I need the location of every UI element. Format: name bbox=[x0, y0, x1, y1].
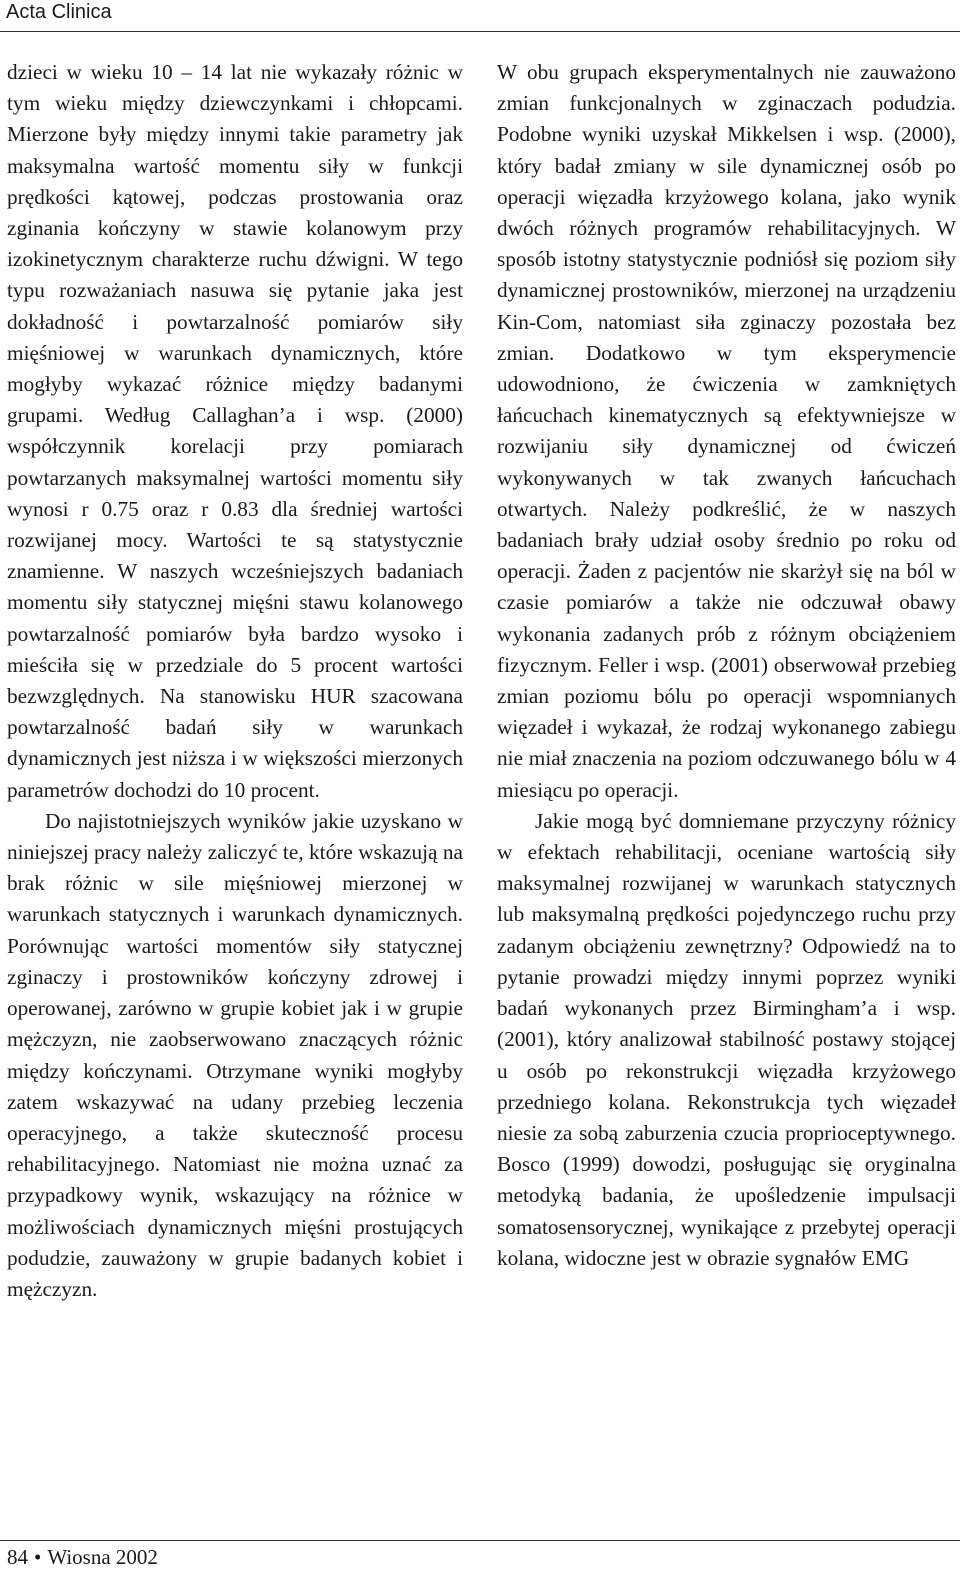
footer-divider bbox=[0, 1540, 960, 1541]
bullet-separator: • bbox=[34, 1545, 42, 1569]
issue-label: Wiosna 2002 bbox=[47, 1545, 158, 1569]
page-number: 84 bbox=[7, 1545, 28, 1569]
paragraph: W obu grupach eksperymentalnych nie zauważono zmian funkcjonalnych w zginaczach podudzia. Podobne wyniki uzyskał Mikkelsen i wsp. (2000), który badał zmiany w sile dynamicznej osób po operacji więzadła krzyżowego kolana, jako wynik dwóch różnych programów rehabilitacyjnych. W sposób istotny statystycznie podniósł się poziom siły dynamicznej prostowników, mierzonej na urządzeniu Kin-Com, natomiast siła zginaczy pozostała bez zmian. Dodatkowo w tym eksperymencie udowodniono, że ćwiczenia w zamkniętych łańcuchach kinematycznych są efektywniejsze w rozwijaniu siły dynamicznej od ćwiczeń wykonywanych w tak zwanych łańcuchach otwartych. Należy podkreślić, że w naszych badaniach brały udział osoby średnio po roku od operacji. Żaden z pacjentów nie skarżył się na ból w czasie pomiarów a także nie odczuwał obawy wykonania zadanych prób z różnym obciążeniem fizycznym. Feller i wsp. (2001) obserwował przebieg zmian poziomu bólu po operacji wspomnianych więzadeł i wykazał, że rodzaj wykonanego zabiegu nie miał znaczenia na poziom odczuwanego bólu w 4 miesiącu po operacji. bbox=[497, 60, 956, 802]
running-header: Acta Clinica bbox=[6, 1, 112, 23]
paragraph: Do najistotniejszych wyników jakie uzyskano w niniejszej pracy należy zaliczyć te, które wskazują na brak różnic w sile mięśniowej mierzonej w warunkach statycznych i warunkach dynamicznych. Porównując wartości momentów siły statycznej zginaczy i prostowników kończyny zdrowej i operowanej, zarówno w grupie kobiet jak i w grupie mężczyzn, nie zaobserwowano znaczących różnic między kończynami. Otrzymane wyniki mogłyby zatem wskazywać na udany przebieg leczenia operacyjnego, a także skuteczność procesu rehabilitacyjnego. Natomiast nie można uznać za przypadkowy wynik, wskazujący na różnice w możliwościach dynamicznych mięśni prostujących podudzie, zauważony w grupie badanych kobiet i mężczyzn. bbox=[7, 808, 463, 1301]
right-column bbox=[497, 57, 956, 1274]
header-divider bbox=[0, 31, 960, 32]
left-column bbox=[7, 57, 463, 1305]
paragraph: Jakie mogą być domniemane przyczyny różnicy w efektach rehabilitacji, oceniane wartością siły maksymalnej rozwijanej w warunkach statycznych lub maksymalną prędkości pojedynczego ruchu przy zadanym obciążeniu zewnętrzny? Odpowiedź na to pytanie prowadzi między innymi poprzez wyniki badań wykonanych przez Birmingham’a i wsp. (2001), który analizował stabilność postawy stojącej u osób po rekonstrukcji więzadła krzyżowego przedniego kolana. Rekonstrukcja tych więzadeł niesie za sobą zaburzenia czucia proprioceptywnego. Bosco (1999) dowodzi, posługując się oryginalna metodyką badania, że upośledzenie impulsacji somatosensorycznej, wynikające z przebytej operacji kolana, widoczne jest w obrazie sygnałów EMG bbox=[497, 808, 956, 1270]
page-footer bbox=[7, 1544, 158, 1570]
paragraph: dzieci w wieku 10 – 14 lat nie wykazały różnic w tym wieku między dziewczynkami i chłopcami. Mierzone były między innymi takie parametry jak maksymalna wartość momentu siły w funkcji prędkości kątowej, podczas prostowania oraz zginania kończyny w stawie kolanowym przy izokinetycznym charakterze ruchu dźwigni. W tego typu rozważaniach nasuwa się pytanie jaka jest dokładność i powtarzalność pomiarów siły mięśniowej w warunkach dynamicznych, które mogłyby wykazać różnice między badanymi grupami. Według Callaghan’a i wsp. (2000) współczynnik korelacji przy pomiarach powtarzanych maksymalnej wartości momentu siły wynosi r 0.75 oraz r 0.83 dla średniej wartości rozwijanej mocy. Wartości te są statystycznie znamienne. W naszych wcześniejszych badaniach momentu siły statycznej mięśni stawu kolanowego powtarzalność pomiarów była bardzo wysoko i mieściła się w przedziale do 5 procent wartości bezwzględnych. Na stanowisku HUR szacowana powtarzalność badań siły w warunkach dynamicznych jest niższa i w większości mierzonych parametrów dochodzi do 10 procent. bbox=[7, 60, 463, 802]
